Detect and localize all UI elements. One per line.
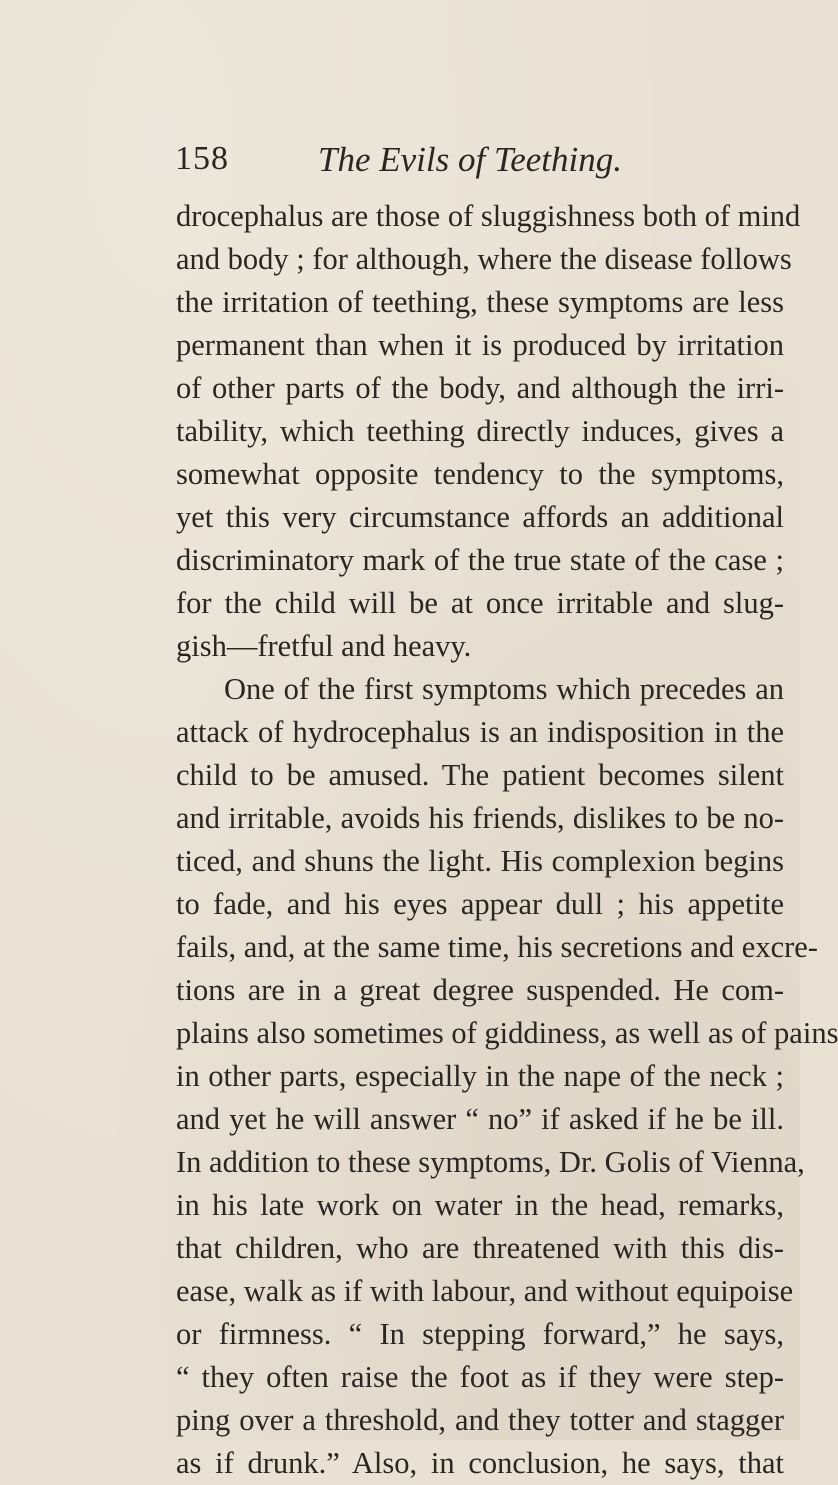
text-line: or firmness. “ In stepping forward,” he says, [176,1317,784,1351]
text-line: and yet he will answer “ no” if asked if he be ill. [176,1102,784,1136]
text-line: tability, which teething directly induces, gives a [176,414,784,448]
text-line: somewhat opposite tendency to the symptoms, [176,457,784,491]
text-line: drocephalus are those of sluggishness both of mind [176,199,801,233]
text-line: In addition to these symptoms, Dr. Golis of Vienna, [176,1145,805,1179]
text-line: attack of hydrocephalus is an indisposition in the [176,715,784,749]
page-number: 158 [175,140,229,177]
text-line: that children, who are threatened with this dis- [176,1231,784,1265]
text-line: ping over a threshold, and they totter and stagger [176,1403,784,1437]
text-line: of other parts of the body, and although the irri- [176,371,784,405]
text-line: to fade, and his eyes appear dull ; his appetite [176,887,784,921]
running-title: The Evils of Teething. [318,140,622,179]
running-head [175,140,765,184]
text-line: and irritable, avoids his friends, dislikes to be no- [176,801,784,835]
text-line: for the child will be at once irritable and slug- [176,586,784,620]
text-line: ease, walk as if with labour, and without equipoise [176,1274,794,1308]
text-line: and body ; for although, where the disease follows [176,242,792,276]
body-text [176,195,838,1485]
text-line: permanent than when it is produced by irritation [176,328,784,362]
text-line: the irritation of teething, these symptoms are less [176,285,784,319]
text-line: in other parts, especially in the nape of the neck ; [176,1059,784,1093]
text-line-paragraph-end: gish—fretful and heavy. [176,629,472,663]
text-line: fails, and, at the same time, his secretions and excre- [176,930,818,964]
text-line: child to be amused. The patient becomes silent [176,758,784,792]
text-line: in his late work on water in the head, remarks, [176,1188,784,1222]
text-line-paragraph-start: One of the first symptoms which precedes an [224,672,784,706]
text-line: plains also sometimes of giddiness, as well as of pains [176,1016,838,1050]
text-line: tions are in a great degree suspended. He com- [176,973,784,1007]
text-line: as if drunk.” Also, in conclusion, he says, that [176,1446,784,1480]
text-line: “ they often raise the foot as if they were step- [176,1360,784,1394]
text-line: ticed, and shuns the light. His complexion begins [176,844,784,878]
text-line: yet this very circumstance affords an additional [176,500,784,534]
text-line: discriminatory mark of the true state of the case ; [176,543,784,577]
